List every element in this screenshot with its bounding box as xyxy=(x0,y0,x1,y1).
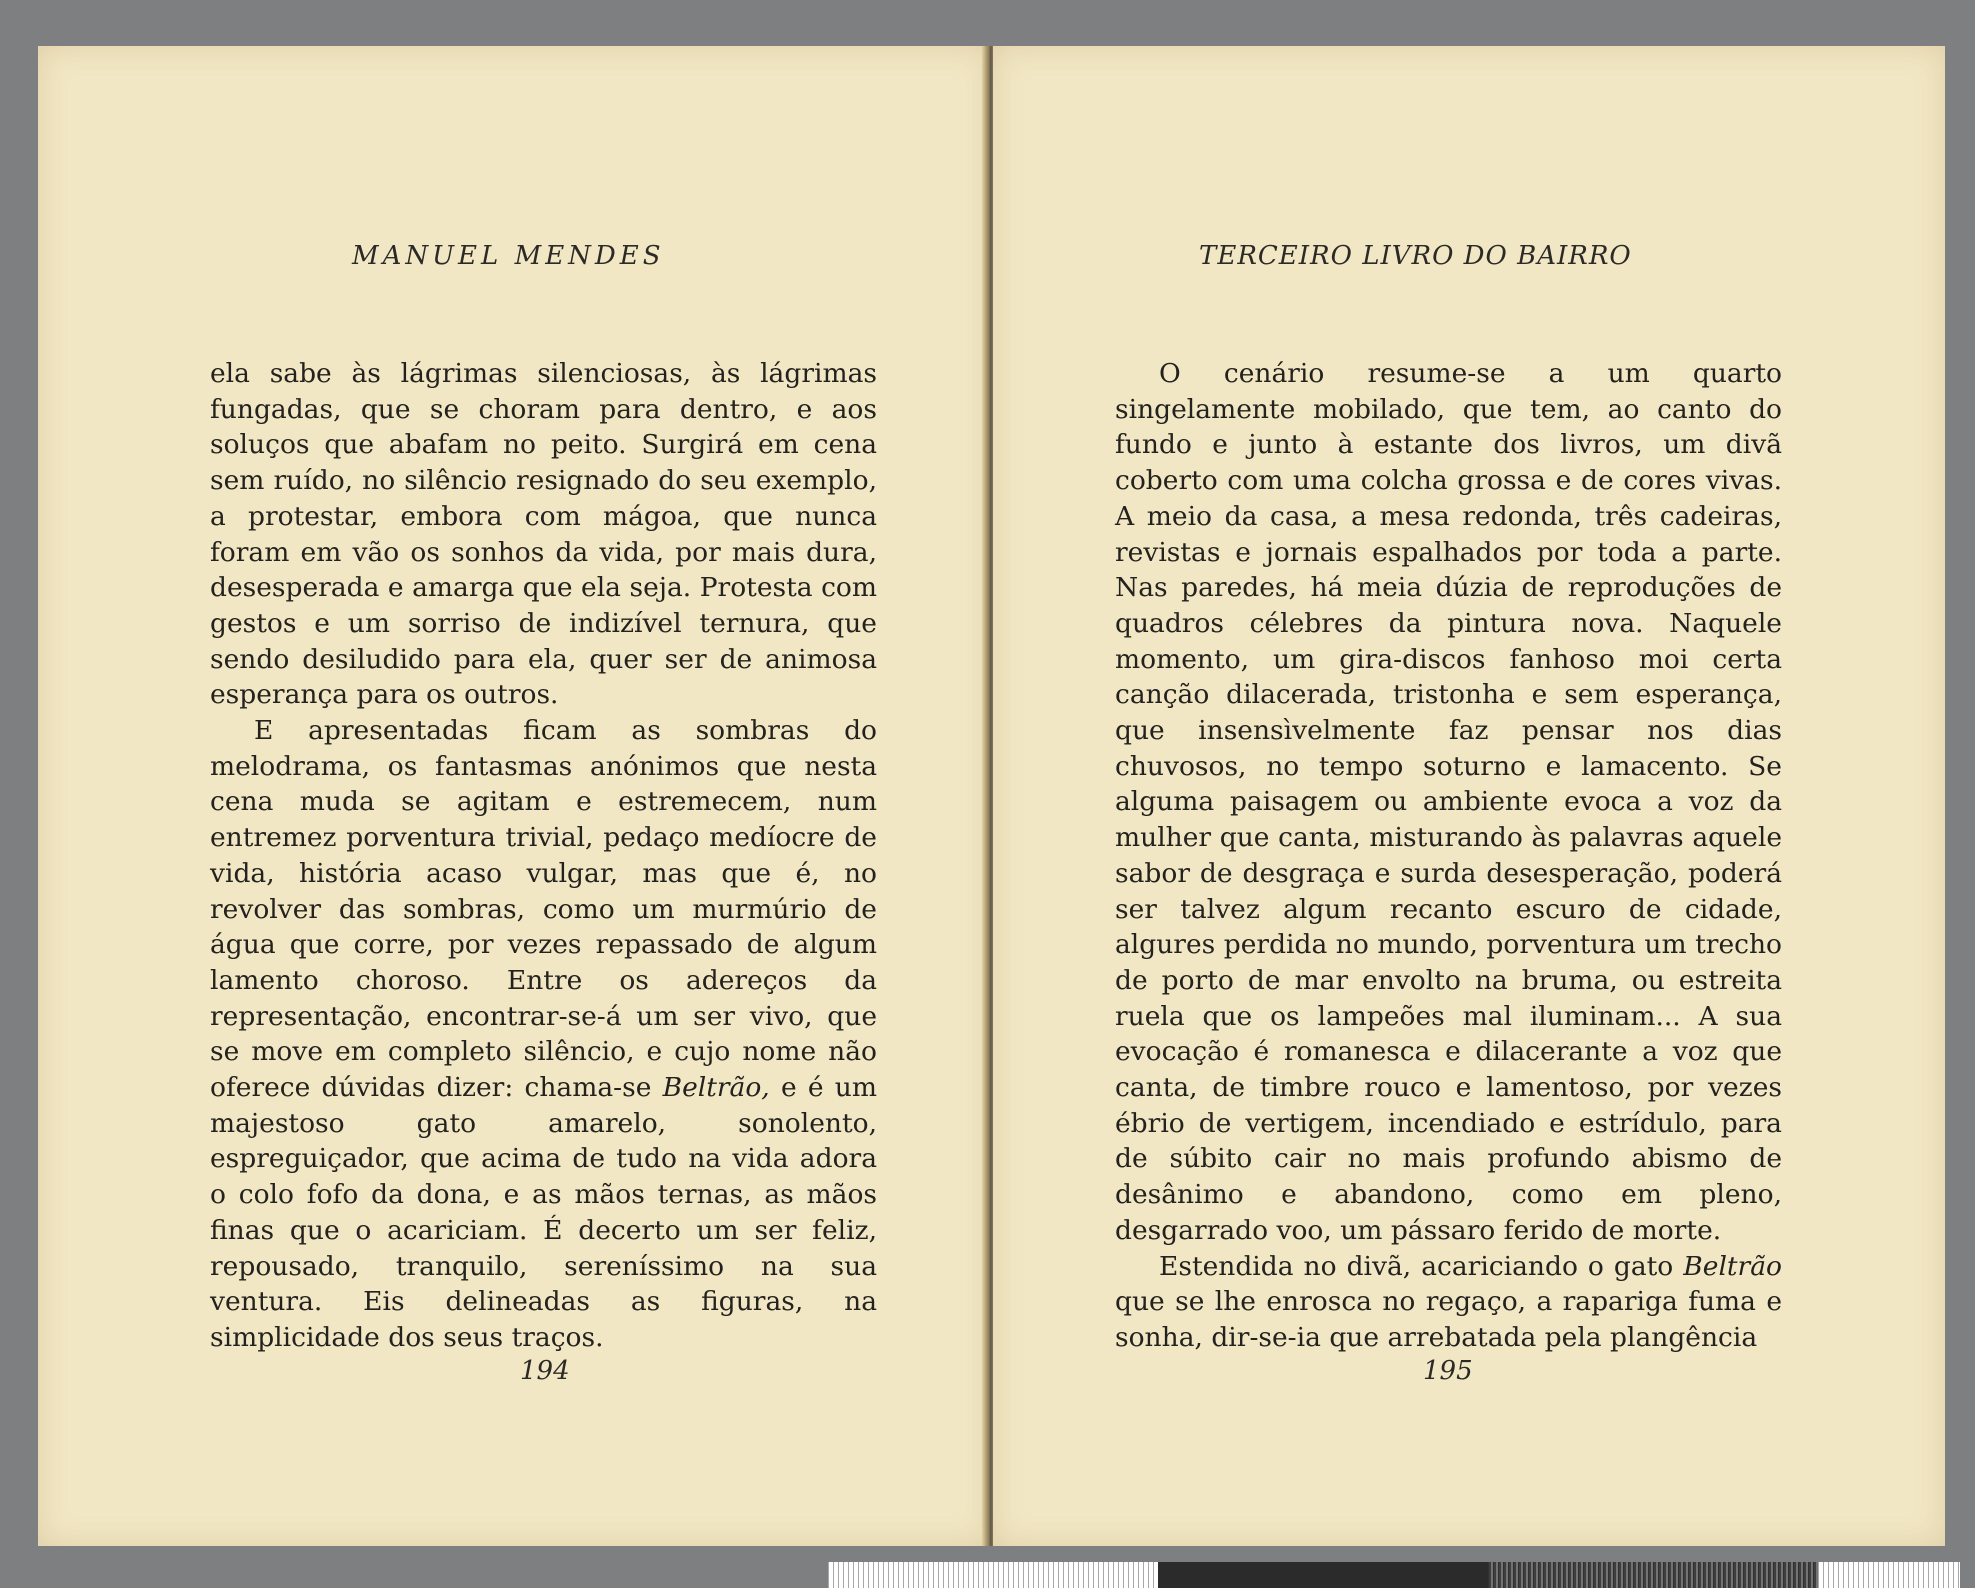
right-page-number: 195 xyxy=(1423,1356,1473,1386)
paragraph: Estendida no divã, acariciando o gato Beltrão que se lhe enrosca no regaço, a rapariga fuma e sonha, dir-se-ia que arrebatada pela plangência xyxy=(1115,1250,1782,1353)
right-body-text xyxy=(1115,356,1782,1356)
cat-name: Beltrão, xyxy=(662,1072,770,1104)
left-page xyxy=(38,46,990,1546)
left-running-head: MANUEL MENDES xyxy=(352,241,665,271)
color-scale-bar xyxy=(828,1562,1960,1588)
paragraph: E apresentadas ficam as sombras do melodrama, os fantasmas anónimos que nesta cena muda se agitam e estremecem, num entremez porventura trivial, pedaço medíocre de vida, história acaso vulgar, mas que é, no revolver das sombras, como um murmúrio de água que corre, por vezes repassado de algum lamento choroso. Entre os adereços da representação, encontrar-se-á um ser vivo, que se move em completo silêncio, e cujo nome não oferece dúvidas dizer: chama-se Beltrão, e é um majestoso gato amarelo, sonolento, espreguiçador, que acima de tudo na vida adora o colo fofo da dona, e as mãos ternas, as mãos finas que o acariciam. É decerto um ser feliz, repousado, tranquilo, sereníssimo na sua ventura. Eis delineadas as figuras, na simplicidade dos seus traços. xyxy=(210,715,877,1353)
left-body-text xyxy=(210,356,877,1356)
paragraph: ela sabe às lágrimas silenciosas, às lágrimas fungadas, que se choram para dentro, e aos soluços que abafam no peito. Surgirá em cena sem ruído, no silêncio resignado do seu exemplo, a protestar, embora com mágoa, que nunca foram em vão os sonhos da vida, por mais dura, desesperada e amarga que ela seja. Protesta com gestos e um sorriso de indizível ternura, que sendo desiludido para ela, quer ser de animosa esperança para os outros. xyxy=(210,358,877,711)
cat-name: Beltrão xyxy=(1683,1250,1782,1282)
right-running-head: TERCEIRO LIVRO DO BAIRRO xyxy=(1199,241,1632,271)
right-page xyxy=(993,46,1945,1546)
left-page-number: 194 xyxy=(520,1356,570,1386)
paragraph: O cenário resume-se a um quarto singelamente mobilado, que tem, ao canto do fundo e junto à estante dos livros, um divã coberto com uma colcha grossa e de cores vivas. A meio da casa, a mesa redonda, três cadeiras, revistas e jornais espalhados por toda a parte. Nas paredes, há meia dúzia de reproduções de quadros célebres da pintura nova. Naquele momento, um gira-discos fanhoso moi certa canção dilacerada, tristonha e sem esperança, que insensìvelmente faz pensar nos dias chuvosos, no tempo soturno e lamacento. Se alguma paisagem ou ambiente evoca a voz da mulher que canta, misturando às palavras aquele sabor de desgraça e surda desesperação, poderá ser talvez algum recanto escuro de cidade, algures perdida no mundo, porventura um trecho de porto de mar envolto na bruma, ou estreita ruela que os lampeões mal iluminam... A sua evocação é romanesca e dilacerante a voz que canta, de timbre rouco e lamentoso, por vezes ébrio de vertigem, incendiado e estrídulo, para de súbito cair no mais profundo abismo de desânimo e abandono, como em pleno, desgarrado voo, um pássaro ferido de morte. xyxy=(1115,358,1782,1246)
